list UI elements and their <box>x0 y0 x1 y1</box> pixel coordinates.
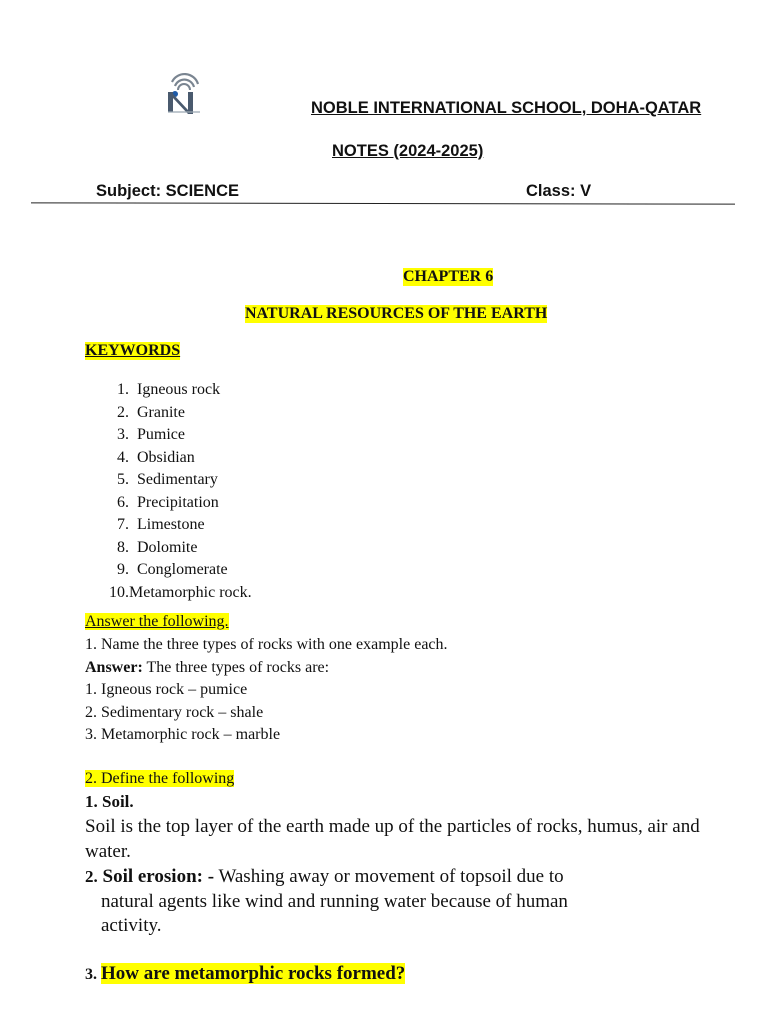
item-text: Conglomerate <box>137 561 228 578</box>
chapter-title: NATURAL RESOURCES OF THE EARTH <box>245 305 548 322</box>
soil-term: 1. Soil. <box>85 792 134 811</box>
item-number: 2. <box>117 403 129 421</box>
list-item <box>104 379 252 402</box>
list-item <box>104 537 252 560</box>
answer-item: 3. Metamorphic rock – marble <box>85 726 281 743</box>
soil-erosion-line-1 <box>85 866 564 888</box>
erosion-term: Soil erosion: - <box>102 866 215 887</box>
question-3 <box>85 963 405 985</box>
define-heading-text: 2. Define the following <box>85 770 235 787</box>
erosion-definition: Washing away or movement of topsoil due to <box>214 866 564 887</box>
answer-intro <box>85 659 329 677</box>
answer-label: Answer: <box>85 659 143 676</box>
item-text: Dolomite <box>137 538 198 556</box>
list-item <box>104 559 252 582</box>
list-item <box>104 514 252 537</box>
subject-label: Subject: SCIENCE <box>96 182 240 200</box>
item-number: 8. <box>117 538 129 556</box>
item-text: Pumice <box>137 426 185 443</box>
list-item <box>104 582 252 605</box>
item-number: 5. <box>117 471 129 488</box>
item-text: Metamorphic rock. <box>129 583 252 601</box>
list-item <box>104 469 252 492</box>
item-number: 4. <box>117 448 129 466</box>
class-label: Class: V <box>526 182 592 200</box>
notes-year: NOTES (2024-2025) <box>332 142 484 160</box>
item-number: 9. <box>117 561 129 578</box>
item-number: 1. <box>117 381 129 398</box>
list-item <box>104 492 252 515</box>
item-text: Precipitation <box>137 493 219 511</box>
list-item <box>104 402 252 425</box>
item-text: Igneous rock <box>137 381 221 398</box>
answer-item: 1. Igneous rock – pumice <box>85 681 248 698</box>
keywords-list <box>104 379 252 604</box>
item-text: Obsidian <box>137 448 195 466</box>
chapter-number: CHAPTER 6 <box>403 268 494 285</box>
question-3-number: 3. <box>85 966 97 983</box>
soil-definition-line-1: Soil is the top layer of the earth made up of the particles of rocks, humus, air and <box>85 816 700 837</box>
answer-item: 2. Sedimentary rock – shale <box>85 704 264 721</box>
school-logo-icon <box>160 70 204 116</box>
school-name: NOBLE INTERNATIONAL SCHOOL, DOHA-QATAR <box>311 99 702 117</box>
header-divider <box>31 202 735 204</box>
item-text: Sedimentary <box>137 471 218 488</box>
soil-definition-line-2: water. <box>85 841 131 862</box>
list-item <box>104 424 252 447</box>
item-text: Granite <box>137 403 185 421</box>
answer-heading-text: Answer the following. <box>85 613 229 630</box>
item-number: 7. <box>117 516 129 533</box>
question-3-text: How are metamorphic rocks formed? <box>101 963 406 984</box>
erosion-number: 2. <box>85 867 98 886</box>
item-number: 3. <box>117 426 129 443</box>
define-heading <box>85 770 234 788</box>
list-item <box>104 447 252 470</box>
answer-heading <box>85 613 229 631</box>
answer-text: The three types of rocks are: <box>142 659 330 676</box>
keywords-heading: KEYWORDS <box>85 342 181 359</box>
soil-erosion-line-3: activity. <box>101 915 162 936</box>
item-number: 10. <box>109 583 129 601</box>
item-text: Limestone <box>137 516 205 533</box>
question-1: 1. Name the three types of rocks with one example each. <box>85 636 448 653</box>
soil-erosion-line-2: natural agents like wind and running water because of human <box>101 891 568 912</box>
item-number: 6. <box>117 493 129 511</box>
